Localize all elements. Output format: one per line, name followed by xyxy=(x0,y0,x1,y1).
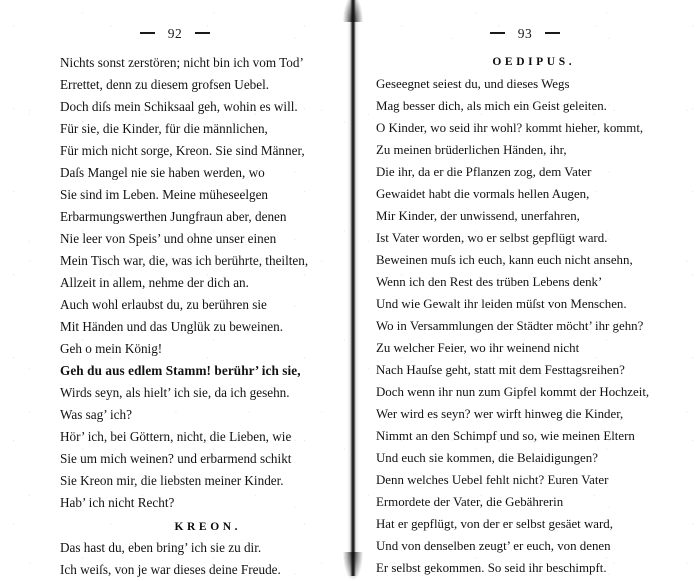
verse-line: Und von denselben zeugt’ er euch, von denen xyxy=(376,539,611,553)
verse-line: Was sag’ ich? xyxy=(60,407,132,422)
verse-line: Nichts sonst zerstören; nicht bin ich vom Tod’ xyxy=(60,55,304,70)
verse-block xyxy=(60,52,342,514)
verse-line: Errettet, denn zu diesem grofsen Uebel. xyxy=(60,77,270,92)
verse-line: Denn welches Uebel fehlt nicht? Euren Vater xyxy=(376,473,609,487)
right-page xyxy=(352,0,698,576)
verse-line: Hör’ ich, bei Göttern, nicht, die Lieben, wie xyxy=(60,429,292,444)
verse-line: Gewaidet habt die vormals hellen Augen, xyxy=(376,187,590,201)
verse-line: Mir Kinder, der unwissend, unerfahren, xyxy=(376,209,580,223)
verse-line: Allzeit in allem, nehme der dich an. xyxy=(60,275,249,290)
right-page-text-column xyxy=(376,50,688,579)
folio-rule-left-icon xyxy=(490,32,505,34)
verse-block xyxy=(60,537,342,581)
verse-line: Wer wird es seyn? wer wirft hinweg die Kinder, xyxy=(376,407,624,421)
verse-line: Wirds seyn, als hielt’ ich sie, da ich gesehn. xyxy=(60,385,290,400)
verse-line: Und wie Gewalt ihr leiden müſst von Menschen. xyxy=(376,297,627,311)
verse-line: Auch wohl erlaubst du, zu berühren sie xyxy=(60,297,267,312)
verse-line: Doch wenn ihr nun zum Gipfel kommt der Hochzeit, xyxy=(376,385,650,399)
verse-line: Für sie, die Kinder, für die männlichen, xyxy=(60,121,268,136)
verse-line: Hab’ ich nicht Recht? xyxy=(60,495,175,510)
right-page-folio xyxy=(352,24,698,44)
verse-line: Geh o mein König! xyxy=(60,341,163,356)
verse-line: Daſs Mangel nie sie haben werden, wo xyxy=(60,165,265,180)
speaker-heading-oedipus: OEDIPUS. xyxy=(492,56,576,68)
right-page-number: 93 xyxy=(517,26,533,41)
verse-line: Zu meinen brüderlichen Händen, ihr, xyxy=(376,143,567,157)
verse-line: Nie leer von Speis’ und ohne unser einen xyxy=(60,231,277,246)
verse-line: Er selbst gekommen. So seid ihr beschimpft. xyxy=(376,561,607,575)
verse-line: Zu welcher Feier, wo ihr weinend nicht xyxy=(376,341,580,355)
verse-line: Sie sind im Leben. Meine müheseelgen xyxy=(60,187,269,202)
verse-line: Ermordete der Vater, die Gebährerin xyxy=(376,495,564,509)
folio-rule-left-icon xyxy=(140,32,155,34)
verse-line: Wenn ich den Rest des trüben Lebens denk’ xyxy=(376,275,603,289)
verse-line: Für mich nicht sorge, Kreon. Sie sind Männer, xyxy=(60,143,305,158)
folio-rule-right-icon xyxy=(545,32,560,34)
verse-line: Das hast du, eben bring’ ich sie zu dir. xyxy=(60,540,262,555)
verse-line: Sie um mich weinen? und erbarmend schikt xyxy=(60,451,292,466)
verse-line: Die ihr, da er die Pflanzen zog, dem Vater xyxy=(376,165,592,179)
left-page-text-column xyxy=(60,52,342,581)
verse-line: Erbarmungswerthen Jungfraun aber, denen xyxy=(60,209,287,224)
left-page-number: 92 xyxy=(167,26,183,41)
verse-line: Nimmt an den Schimpf und so, wie meinen Eltern xyxy=(376,429,635,443)
verse-line: Und euch sie kommen, die Belaidigungen? xyxy=(376,451,598,465)
left-page xyxy=(0,0,350,576)
verse-line-emphasis: Geh du aus edlem Stamm! berühr’ ich sie, xyxy=(60,363,301,378)
verse-line: Wo in Versammlungen der Städter möcht’ ihr gehn? xyxy=(376,319,644,333)
left-page-folio xyxy=(0,24,350,44)
folio-rule-right-icon xyxy=(195,32,210,34)
verse-line: Sie Kreon mir, die liebsten meiner Kinder. xyxy=(60,473,284,488)
verse-line: Geseegnet seiest du, und dieses Wegs xyxy=(376,77,570,91)
verse-line: Nach Hauſse geht, statt mit dem Festtagsreihen? xyxy=(376,363,625,377)
speaker-heading-kreon: KREON. xyxy=(174,521,242,533)
verse-block xyxy=(376,73,688,579)
verse-line: Doch diſs mein Schiksaal geh, wohin es will. xyxy=(60,99,298,114)
verse-line: Mein Tisch war, die, was ich berührte, theilten, xyxy=(60,253,309,268)
verse-line: O Kinder, wo seid ihr wohl? kommt hieher, kommt, xyxy=(376,121,644,135)
verse-line: Beweinen muſs ich euch, kann euch nicht ansehn, xyxy=(376,253,633,267)
verse-line: Ist Vater worden, wo er selbst gepflügt ward. xyxy=(376,231,608,245)
verse-line: Mag besser dich, als mich ein Geist geleiten. xyxy=(376,99,607,113)
verse-line: Mit Händen und das Unglük zu beweinen. xyxy=(60,319,284,334)
verse-line: Ich weiſs, von je war dieses deine Freude. xyxy=(60,562,281,577)
verse-line: Hat er gepflügt, von der er selbst gesäet ward, xyxy=(376,517,613,531)
